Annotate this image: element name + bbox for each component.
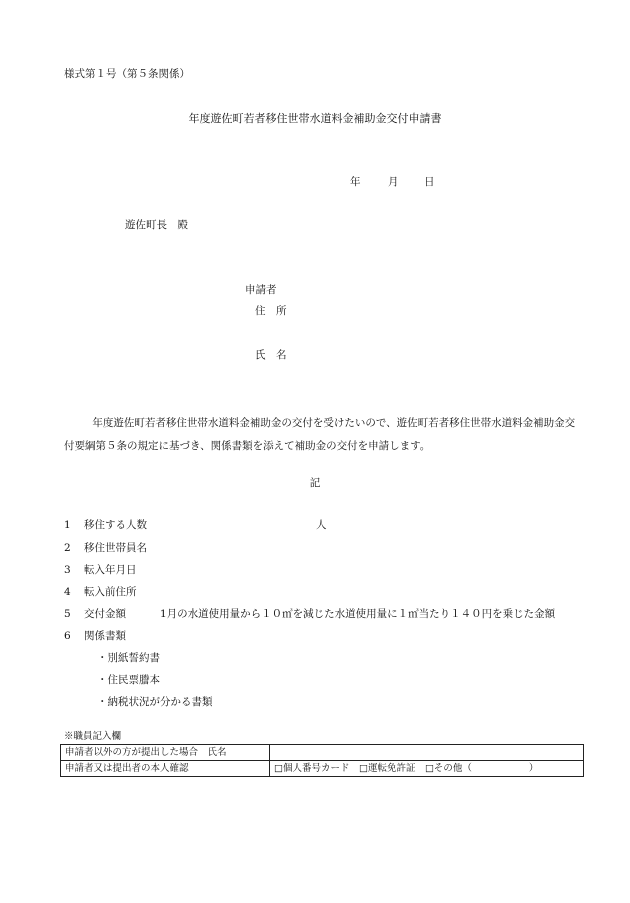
item-number: 5 [64, 608, 71, 620]
identity-check-options[interactable]: □個人番号カード □運転免許証 □その他（ ） [270, 761, 584, 777]
table-row [61, 761, 584, 777]
document-title: 年度遊佐町若者移住世帯水道料金補助金交付申請書 [188, 112, 442, 125]
month-label: 月 [388, 176, 399, 188]
item-label: 移住世帯員名 [84, 542, 147, 554]
submitter-name-field[interactable] [270, 745, 584, 761]
staff-section-label: ※職員記入欄 [64, 731, 122, 742]
item-number: 1 [64, 519, 71, 531]
item-previous-address [64, 587, 137, 598]
applicant-label: 申請者 [245, 284, 277, 296]
document-tax-status: ・納税状況が分かる書類 [97, 696, 213, 708]
item-label: 移住する人数 [84, 519, 147, 531]
item-detail: 1月の水道使用量から１０㎥を減じた水道使用量に１㎥当たり１４０円を乗じた金額 [160, 608, 556, 620]
item-label: 関係書類 [84, 630, 126, 642]
day-label: 日 [424, 176, 435, 188]
item-unit: 人 [316, 519, 327, 531]
item-number: 4 [64, 586, 71, 598]
item-documents [64, 631, 126, 642]
item-number: 2 [64, 542, 71, 554]
table-row [61, 745, 584, 761]
addressee: 遊佐町長 殿 [125, 219, 188, 231]
item-count [64, 520, 327, 531]
item-label: 転入年月日 [84, 564, 137, 576]
body-text: 年度遊佐町若者移住世帯水道料金補助金の交付を受けたいので、遊佐町若者移住世帯水道料金補助金交付要綱第５条の規定に基づき、関係書類を添えて補助金の交付を申請します。 [64, 417, 576, 452]
table-cell: 申請者又は提出者の本人確認 [61, 761, 270, 777]
name-label: 氏 名 [255, 349, 287, 361]
staff-table [60, 744, 584, 777]
item-amount [64, 609, 555, 620]
ki-heading: 記 [309, 477, 321, 489]
document-resident-record: ・住民票謄本 [97, 674, 160, 686]
date-line [350, 177, 435, 188]
item-label: 交付金額 [84, 608, 126, 620]
item-members [64, 543, 147, 554]
item-move-date [64, 565, 137, 576]
form-number: 様式第１号（第５条関係） [64, 68, 190, 80]
item-label: 転入前住所 [84, 586, 137, 598]
year-label: 年 [350, 176, 361, 188]
table-cell: 申請者以外の方が提出した場合 氏名 [61, 745, 270, 761]
item-number: 6 [64, 630, 71, 642]
document-pledge: ・別紙誓約書 [97, 652, 160, 664]
address-label: 住 所 [255, 305, 287, 317]
item-number: 3 [64, 564, 71, 576]
